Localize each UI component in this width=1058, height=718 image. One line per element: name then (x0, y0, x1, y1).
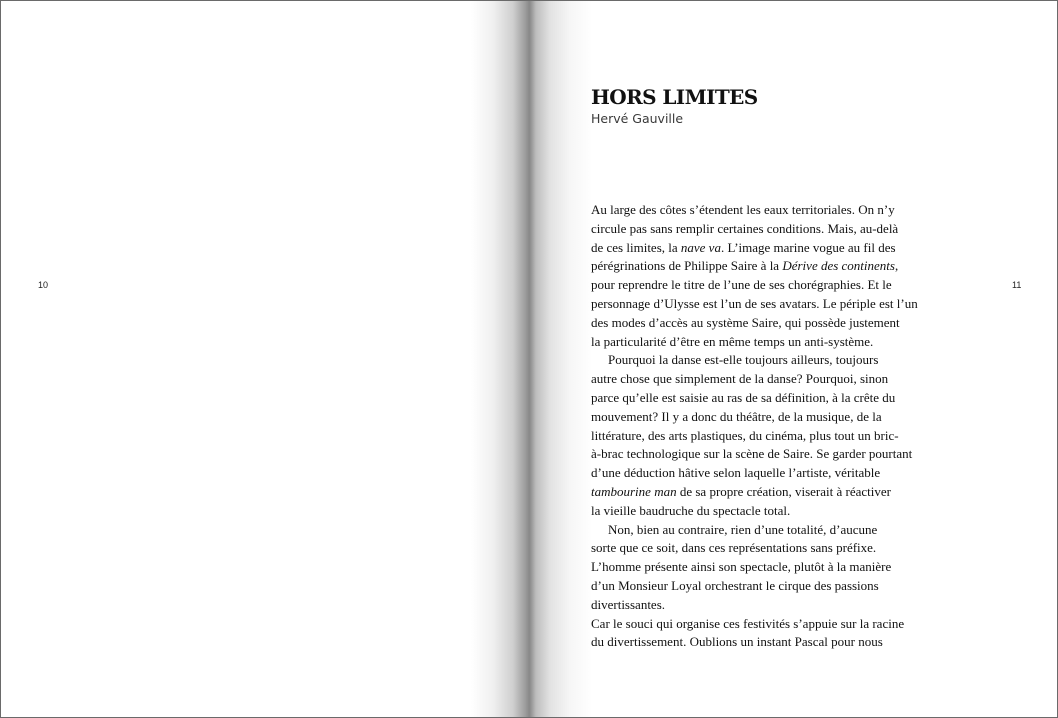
text-segment: la vieille baudruche du spectacle total. (591, 502, 791, 518)
text-segment: du divertissement. Oublions un instant Pascal pour nous (591, 634, 883, 650)
text-segment: Car le souci qui organise ces festivités s’appuie sur la racine (591, 615, 905, 631)
text-segment: parce qu’elle est saisie au ras de sa définition, à la crête du (591, 389, 896, 405)
text-segment: pérégrinations de Philippe Saire à la (591, 258, 783, 274)
body-line (591, 333, 918, 352)
text-segment: la particularité d’être en même temps un anti-système. (591, 333, 874, 349)
body-line (591, 633, 918, 652)
text-segment: littérature, des arts plastiques, du cinéma, plus tout un bric- (591, 427, 899, 443)
text-segment: des modes d’accès au système Saire, qui possède justement (591, 314, 900, 330)
text-segment: Pourquoi la danse est-elle toujours ailleurs, toujours (608, 352, 879, 368)
text-segment: autre chose que simplement de la danse? Pourquoi, sinon (591, 371, 889, 387)
text-segment: Non, bien au contraire, rien d’une totalité, d’aucune (608, 521, 878, 537)
text-segment: L’homme présente ainsi son spectacle, plutôt à la manière (591, 559, 892, 575)
right-page (530, 1, 1058, 717)
body-line (591, 615, 918, 634)
text-segment: de ces limites, la (591, 239, 681, 255)
body-line (591, 389, 918, 408)
italic-text: nave va (680, 239, 721, 255)
text-segment: à-brac technologique sur la scène de Saire. Se garder pourtant (591, 446, 913, 462)
text-segment: d’une déduction hâtive selon laquelle l’artiste, véritable (591, 465, 881, 481)
page-number-right: 11 (1012, 280, 1022, 290)
body-line (591, 483, 918, 502)
text-segment: , (894, 258, 899, 274)
italic-text: Dérive des continents (782, 258, 895, 274)
body-line (591, 351, 918, 370)
body-line (591, 370, 918, 389)
body-line (591, 521, 918, 540)
article-body (591, 201, 918, 652)
text-segment: divertissantes. (591, 596, 666, 612)
text-segment: . L’image marine vogue au fil des (720, 239, 896, 255)
article-author: Hervé Gauville (591, 111, 684, 126)
left-page (1, 1, 530, 717)
body-line (591, 295, 918, 314)
body-line (591, 239, 918, 258)
italic-text: tambourine man (591, 483, 677, 499)
body-line (591, 558, 918, 577)
text-segment: circule pas sans remplir certaines conditions. Mais, au-delà (591, 220, 899, 236)
text-segment: mouvement? Il y a donc du théâtre, de la musique, de la (591, 408, 882, 424)
text-segment: Au large des côtes s’étendent les eaux territoriales. On n’y (591, 202, 895, 217)
body-line (591, 257, 918, 276)
body-line (591, 577, 918, 596)
body-line (591, 445, 918, 464)
text-segment: sorte que ce soit, dans ces représentations sans préfixe. (591, 540, 877, 556)
body-line (591, 464, 918, 483)
body-line (591, 220, 918, 239)
body-line (591, 502, 918, 521)
body-line (591, 276, 918, 295)
body-line (591, 539, 918, 558)
text-segment: d’un Monsieur Loyal orchestrant le cirque des passions (591, 577, 879, 593)
page-number-left: 10 (38, 280, 49, 290)
text-segment: pour reprendre le titre de l’une de ses chorégraphies. Et le (591, 277, 892, 293)
article-title: HORS LIMITES (591, 85, 758, 109)
body-line (591, 201, 918, 220)
body-line (591, 314, 918, 333)
body-line (591, 427, 918, 446)
text-segment: personnage d’Ulysse est l’un de ses avatars. Le périple est l’un (591, 295, 918, 311)
body-line (591, 596, 918, 615)
body-line (591, 408, 918, 427)
text-segment: de sa propre création, viserait à réactiver (676, 483, 891, 499)
